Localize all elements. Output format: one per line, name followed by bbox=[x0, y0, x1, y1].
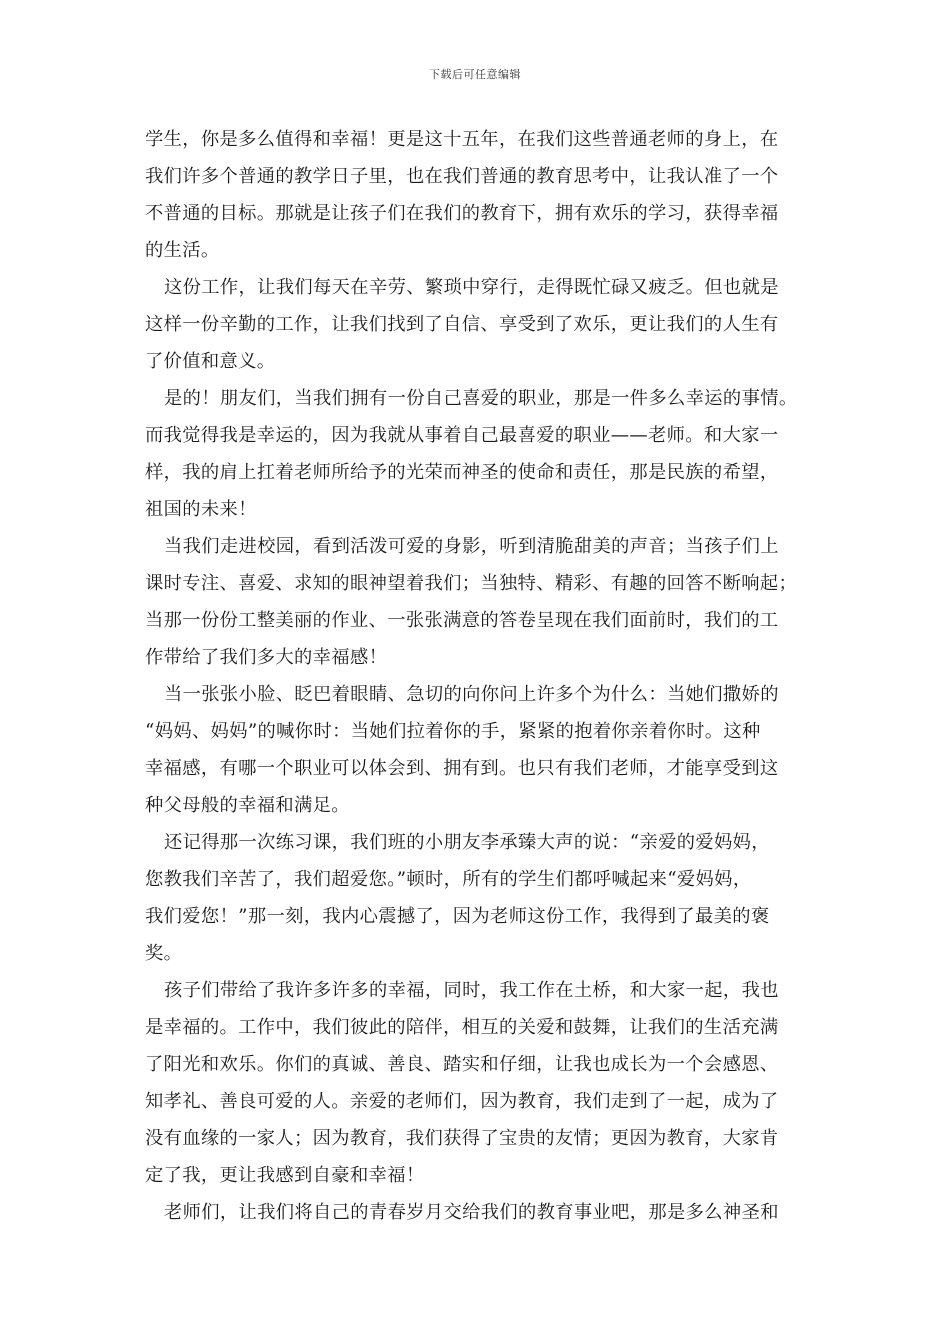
text-line: 幸福感，有哪一个职业可以体会到、拥有到。也只有我们老师，才能享受到这 bbox=[145, 758, 779, 779]
text-line: 孩子们带给了我许多许多的幸福，同时，我工作在土桥，和大家一起，我也 bbox=[164, 980, 779, 1001]
text-line: 知孝礼、善良可爱的人。亲爱的老师们，因为教育，我们走到了一起，成为了 bbox=[145, 1091, 779, 1112]
text-line: 定了我，更让我感到自豪和幸福！ bbox=[145, 1165, 425, 1186]
text-line: 不普通的目标。那就是让孩子们在我们的教育下，拥有欢乐的学习，获得幸福 bbox=[145, 203, 779, 224]
text-line: 还记得那一次练习课，我们班的小朋友李承臻大声的说：“亲爱的爱妈妈， bbox=[164, 832, 770, 853]
text-line: 作带给了我们多大的幸福感！ bbox=[145, 647, 388, 668]
text-line: “妈妈、妈妈”的喊你时：当她们拉着你的手，紧紧的抱着你亲着你时。这种 bbox=[145, 721, 761, 742]
text-line: 是幸福的。工作中，我们彼此的陪伴，相互的关爱和鼓舞，让我们的生活充满 bbox=[145, 1017, 779, 1038]
text-line: 没有血缘的一家人；因为教育，我们获得了宝贵的友情；更因为教育，大家肯 bbox=[145, 1128, 779, 1149]
text-line: 您教我们辛苦了，我们超爱您。”顿时，所有的学生们都呼喊起来“爱妈妈， bbox=[145, 869, 752, 890]
text-line: 是的！朋友们，当我们拥有一份自己喜爱的职业，那是一件多么幸运的事情。 bbox=[164, 388, 798, 409]
text-line: 了阳光和欢乐。你们的真诚、善良、踏实和仔细，让我也成长为一个会感恩、 bbox=[145, 1054, 779, 1075]
text-line: 老师们，让我们将自己的青春岁月交给我们的教育事业吧，那是多么神圣和 bbox=[164, 1202, 779, 1223]
text-line: 祖国的未来！ bbox=[145, 499, 257, 520]
text-line: 种父母般的幸福和满足。 bbox=[145, 795, 350, 816]
text-line: 这份工作，让我们每天在辛劳、繁琐中穿行，走得既忙碌又疲乏。但也就是 bbox=[164, 277, 779, 298]
text-line: 了价值和意义。 bbox=[145, 351, 276, 372]
text-line: 样，我的肩上扛着老师所给予的光荣而神圣的使命和责任，那是民族的希望， bbox=[145, 462, 779, 483]
text-line: 这样一份辛勤的工作，让我们找到了自信、享受到了欢乐，更让我们的人生有 bbox=[145, 314, 779, 335]
text-line: 当我们走进校园，看到活泼可爱的身影，听到清脆甜美的声音；当孩子们上 bbox=[164, 536, 779, 557]
text-line: 我们爱您！”那一刻，我内心震撼了，因为老师这份工作，我得到了最美的褒 bbox=[145, 906, 770, 927]
page-header: 下载后可任意编辑 bbox=[429, 68, 521, 81]
text-line: 奖。 bbox=[145, 943, 183, 964]
text-line: 当那一份份工整美丽的作业、一张张满意的答卷呈现在我们面前时，我们的工 bbox=[145, 610, 779, 631]
text-line: 课时专注、喜爱、求知的眼神望着我们；当独特、精彩、有趣的回答不断响起； bbox=[145, 573, 798, 594]
text-line: 我们许多个普通的教学日子里，也在我们普通的教育思考中，让我认准了一个 bbox=[145, 166, 779, 187]
document-body bbox=[145, 121, 817, 1231]
text-line: 学生，你是多么值得和幸福！更是这十五年，在我们这些普通老师的身上，在 bbox=[145, 129, 779, 150]
text-line: 当一张张小脸、眨巴着眼睛、急切的向你问上许多个为什么：当她们撒娇的 bbox=[164, 684, 779, 705]
text-line: 而我觉得我是幸运的，因为我就从事着自己最喜爱的职业——老师。和大家一 bbox=[145, 425, 779, 446]
text-line: 的生活。 bbox=[145, 240, 220, 261]
